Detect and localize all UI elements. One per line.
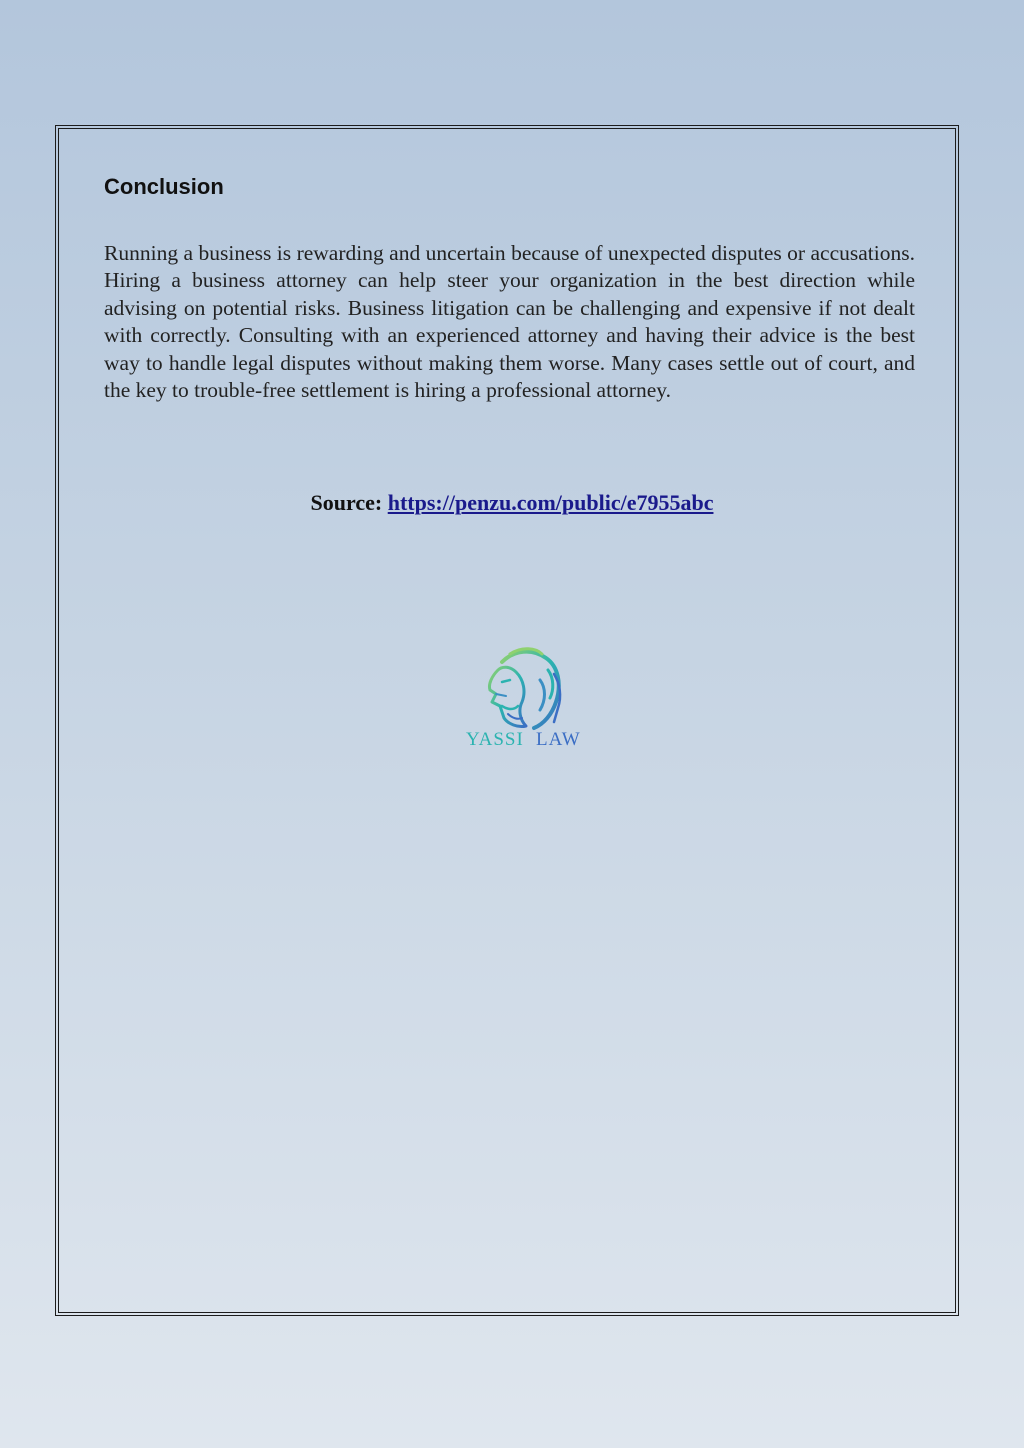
lion-head-icon	[462, 644, 586, 754]
source-label: Source:	[310, 490, 383, 515]
section-heading: Conclusion	[104, 174, 224, 199]
logo-text-law: LAW	[536, 729, 581, 750]
yassi-law-logo	[462, 644, 586, 754]
logo-text-yassi: YASSI	[466, 729, 524, 750]
source-line	[0, 490, 1024, 516]
source-link[interactable]: https://penzu.com/public/e7955abc	[387, 490, 714, 515]
conclusion-paragraph: Running a business is rewarding and uncertain because of unexpected disputes or accusations. Hiring a business attorney can help steer your organization in the best direction while advising on potential risks. Business litigation can be challenging and expensive if not dealt with correctly. Consulting with an experienced attorney and having their advice is the best way to handle legal disputes without making them worse. Many cases settle out of court, and the key to trouble-free settlement is hiring a professional attorney.	[104, 241, 915, 403]
